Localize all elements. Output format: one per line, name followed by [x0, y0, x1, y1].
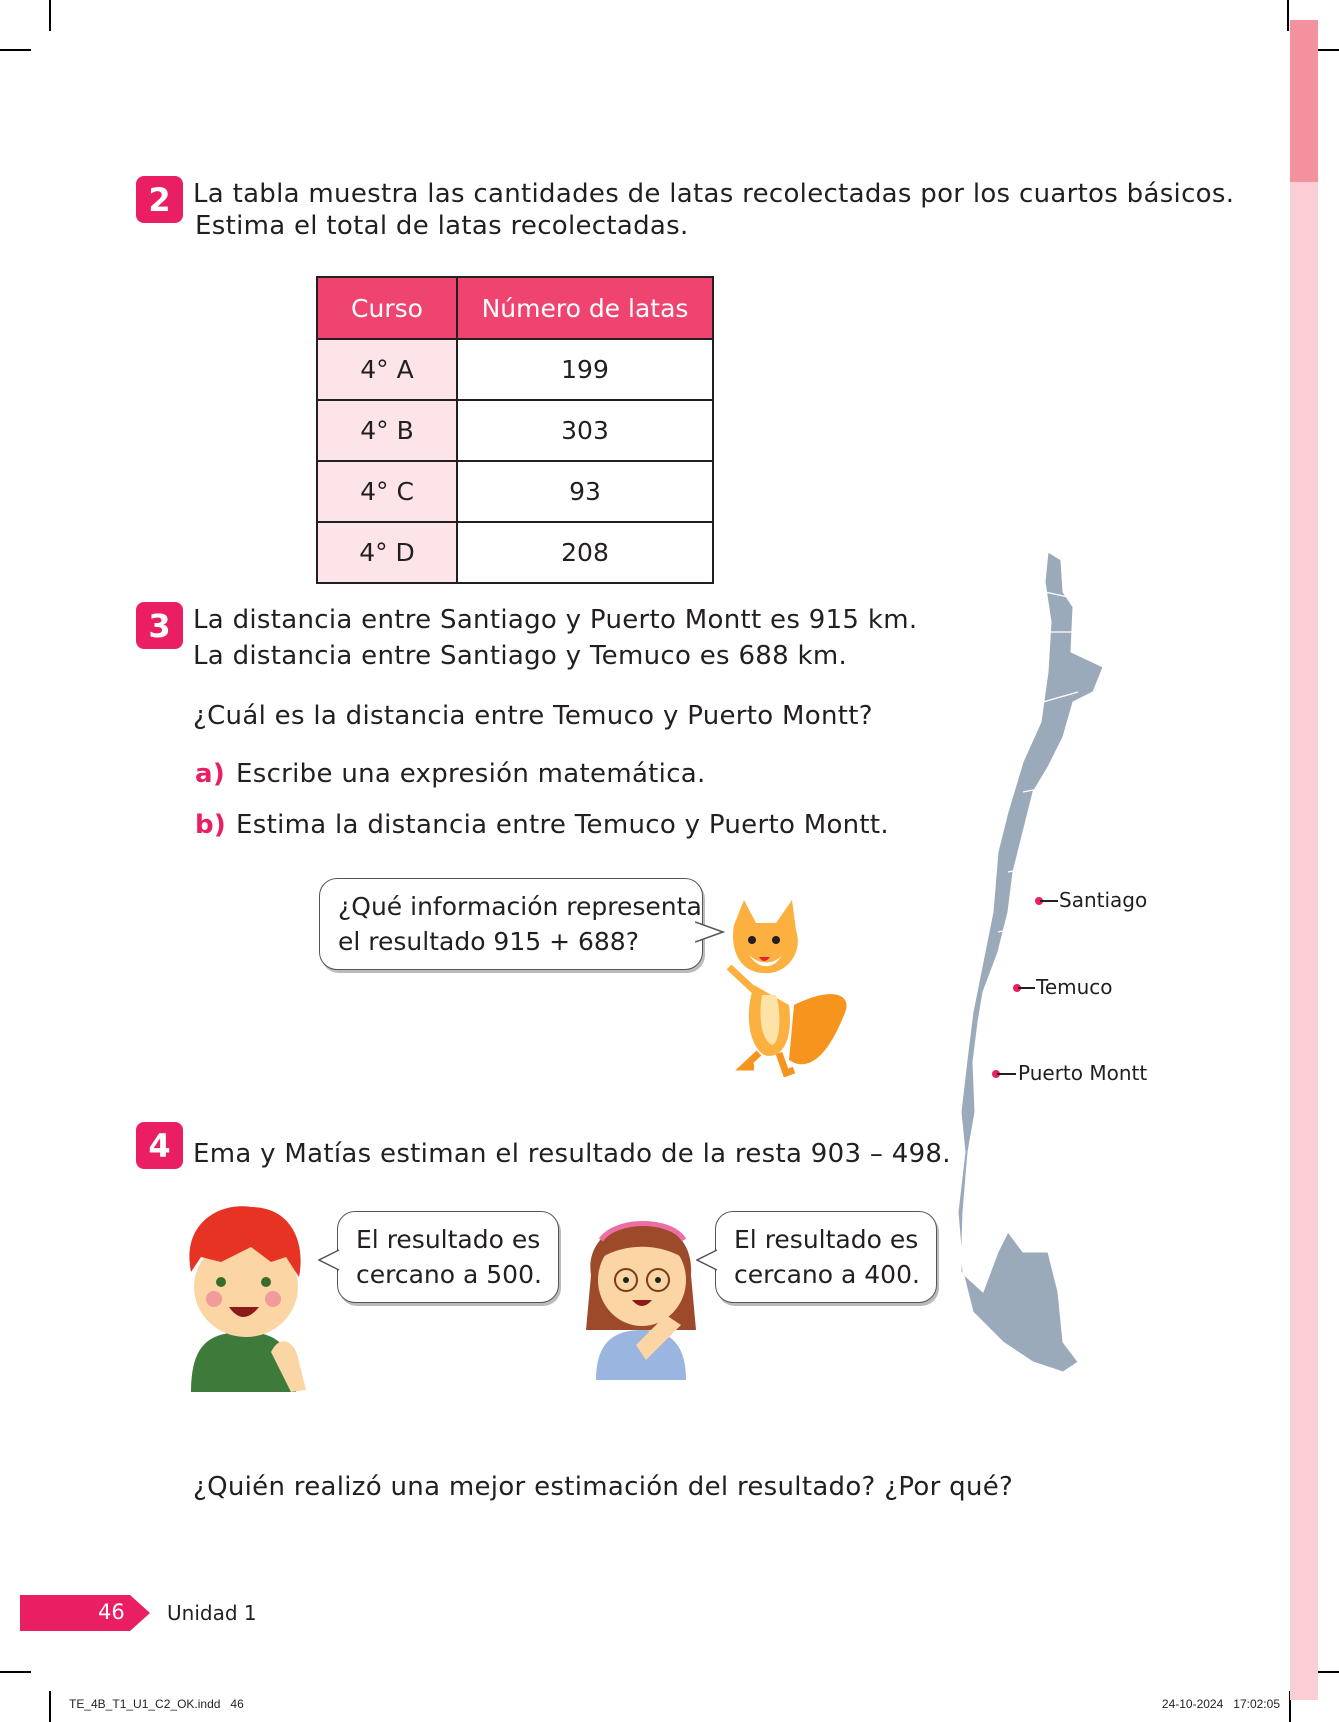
item-label: a) — [195, 759, 226, 789]
question-number-badge: 2 — [136, 176, 183, 223]
cans-cell: 208 — [457, 522, 713, 583]
course-cell: 4° D — [317, 522, 457, 583]
bubble-tail-icon — [696, 1248, 718, 1272]
question-text: ¿Cuál es la distancia entre Temuco y Puerto Montt? — [193, 701, 873, 731]
table-header-row — [317, 277, 713, 339]
crop-mark — [1287, 0, 1289, 31]
item-text: Estima la distancia entre Temuco y Puerto Montt. — [236, 810, 889, 840]
crop-mark — [0, 1671, 31, 1673]
cans-cell: 303 — [457, 400, 713, 461]
question-text: Estima el total de latas recolectadas. — [195, 211, 689, 241]
table-row — [317, 522, 713, 583]
course-cell: 4° B — [317, 400, 457, 461]
question-number-badge: 3 — [136, 602, 183, 649]
bubble-text: El resultado es — [356, 1225, 541, 1254]
print-date: 24-10-2024 17:02:05 — [1161, 1697, 1280, 1711]
item-text: Escribe una expresión matemática. — [236, 759, 706, 789]
cans-cell: 199 — [457, 339, 713, 400]
boy-illustration-icon — [181, 1202, 311, 1392]
fox-illustration-icon — [714, 895, 854, 1077]
girl-illustration-icon — [576, 1200, 708, 1380]
page-number: 46 — [98, 1600, 125, 1624]
course-cell: 4° C — [317, 461, 457, 522]
question-text: La distancia entre Santiago y Temuco es 688 km. — [193, 641, 848, 671]
speech-bubble-girl — [715, 1211, 937, 1303]
bubble-text: el resultado 915 + 688? — [338, 927, 639, 956]
course-cell: 4° A — [317, 339, 457, 400]
speech-bubble-boy — [337, 1211, 559, 1303]
item-label: b) — [195, 810, 227, 840]
bubble-text: cercano a 500. — [356, 1260, 542, 1289]
leader-line — [1018, 987, 1035, 989]
crop-mark — [49, 0, 51, 31]
question-text: La tabla muestra las cantidades de latas recolectadas por los cuartos básicos. — [193, 179, 1235, 209]
city-label-puerto-montt: Puerto Montt — [1018, 1061, 1148, 1085]
cans-table — [316, 276, 714, 584]
leader-line — [1040, 900, 1058, 902]
column-header: Curso — [317, 277, 457, 339]
city-label-temuco: Temuco — [1036, 975, 1113, 999]
bubble-text: cercano a 400. — [734, 1260, 920, 1289]
crop-mark — [0, 49, 31, 51]
bubble-text: El resultado es — [734, 1225, 919, 1254]
speech-bubble — [319, 878, 703, 970]
column-header: Número de latas — [457, 277, 713, 339]
table-row — [317, 400, 713, 461]
crop-mark — [49, 1691, 51, 1722]
city-label-santiago: Santiago — [1059, 888, 1148, 912]
unit-label: Unidad 1 — [167, 1601, 257, 1625]
chile-map-icon — [953, 552, 1109, 1388]
question-text: La distancia entre Santiago y Puerto Montt es 915 km. — [193, 605, 918, 635]
question-number-badge: 4 — [136, 1122, 183, 1169]
bubble-text: ¿Qué información representa — [338, 892, 702, 921]
table-row — [317, 461, 713, 522]
leader-line — [997, 1073, 1016, 1075]
question-text: Ema y Matías estiman el resultado de la resta 903 – 498. — [193, 1139, 951, 1169]
side-stripe — [1290, 20, 1318, 1700]
question-text: ¿Quién realizó una mejor estimación del resultado? ¿Por qué? — [193, 1472, 1014, 1502]
page-number-tab-icon — [20, 1595, 150, 1631]
file-slug: TE_4B_T1_U1_C2_OK.indd 46 — [69, 1697, 244, 1711]
side-stripe-tab — [1290, 20, 1318, 182]
cans-cell: 93 — [457, 461, 713, 522]
bubble-tail-icon — [318, 1248, 340, 1272]
table-row — [317, 339, 713, 400]
